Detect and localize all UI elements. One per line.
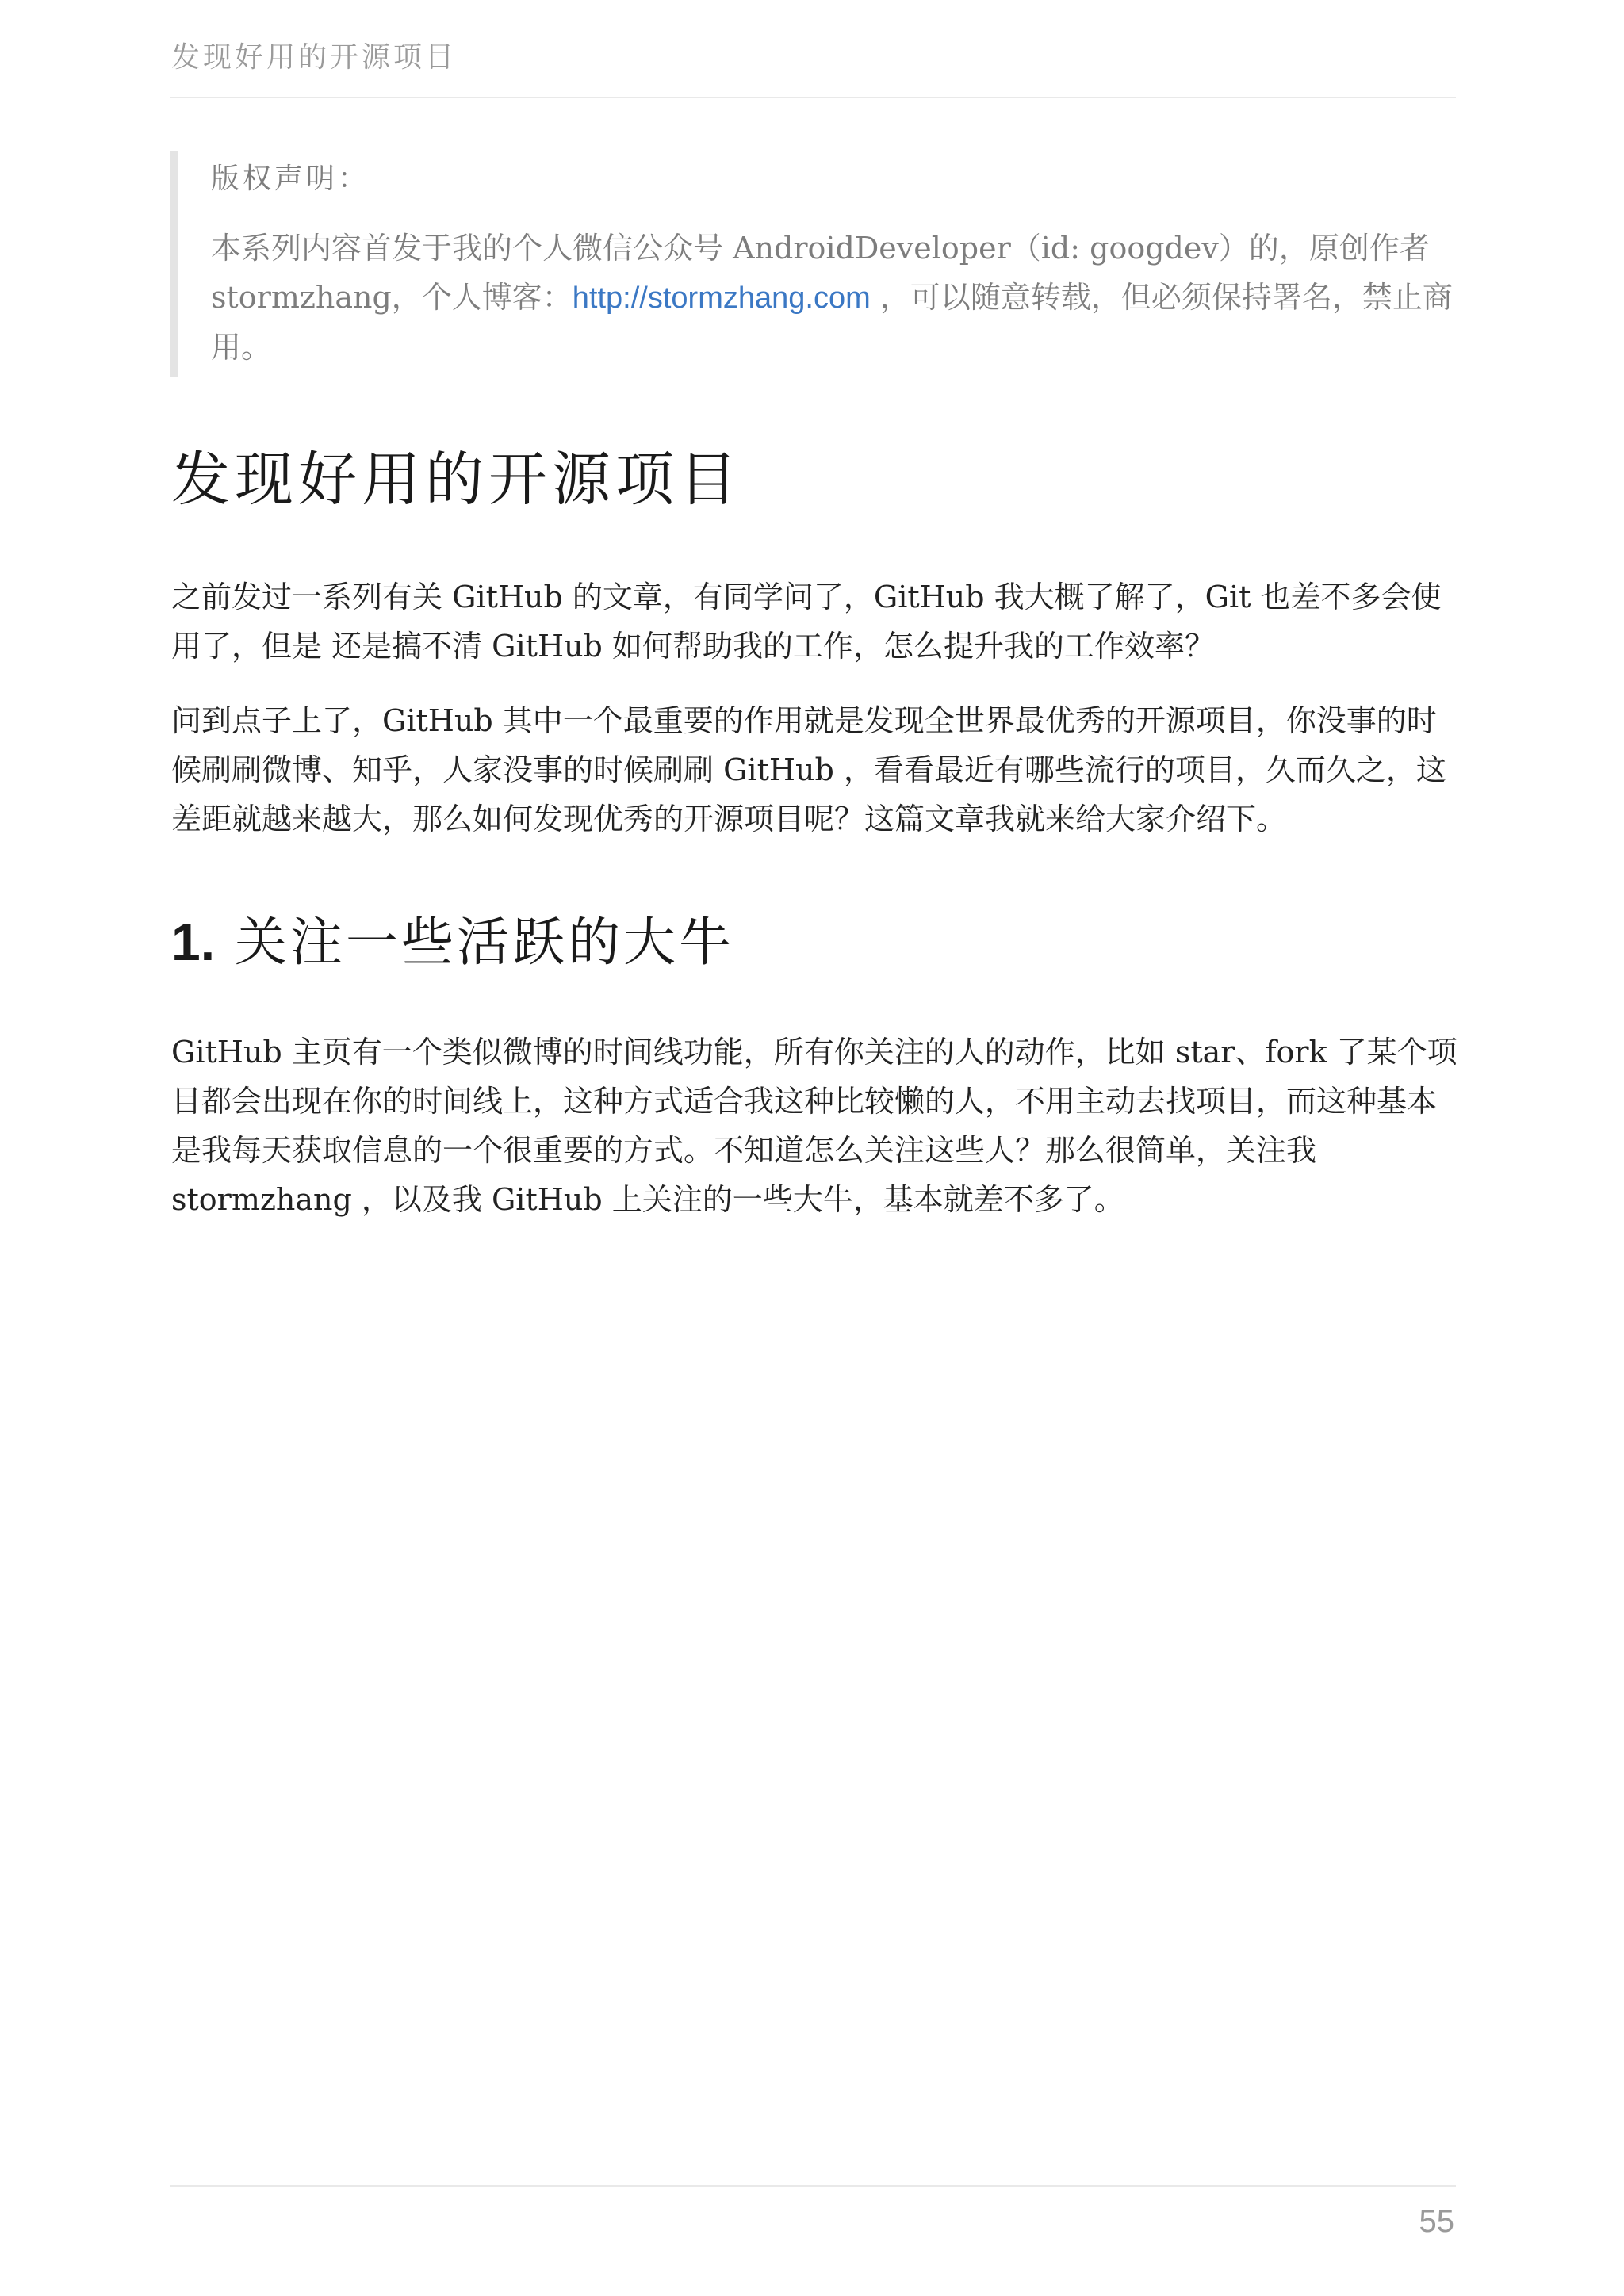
header-divider xyxy=(170,97,1456,98)
section-title: 关注一些活跃的大牛 xyxy=(235,912,735,973)
notice-text-after-link: ，可以随意转载，但必须保持署名，禁止商用。 xyxy=(211,280,1453,365)
copyright-notice xyxy=(170,151,1464,377)
blog-link[interactable]: http://stormzhang.com xyxy=(572,281,871,315)
section-heading xyxy=(171,904,734,981)
page-number: 55 xyxy=(1419,2204,1454,2239)
section-paragraph: GitHub 主页有一个类似微博的时间线功能，所有你关注的人的动作，比如 star、fork 了某个项目都会出现在你的时间线上，这种方式适合我这种比较懒的人，不用主动去找项目，而这种基本是我每天获取信息的一个很重要的方式。不知道怎么关注这些人？那么很简单，关注我 stormzhang ，以及我 GitHub 上关注的一些大牛，基本就差不多了。 xyxy=(171,1035,1457,1217)
notice-body xyxy=(211,224,1464,377)
notice-title: 版权声明： xyxy=(211,163,370,195)
intro-paragraph-2: 问到点子上了，GitHub 其中一个最重要的作用就是发现全世界最优秀的开源项目，你没事的时候刷刷微博、知乎，人家没事的时候刷刷 GitHub ，看看最近有哪些流行的项目，久而久之，这差距就越来越大，那么如何发现优秀的开源项目呢？这篇文章我就来给大家介绍下。 xyxy=(171,703,1446,836)
section-number: 1. xyxy=(171,913,216,971)
page-title: 发现好用的开源项目 xyxy=(171,446,742,514)
running-header: 发现好用的开源项目 xyxy=(171,41,458,74)
footer-divider xyxy=(170,2185,1456,2187)
intro-paragraph-1: 之前发过一系列有关 GitHub 的文章，有同学问了，GitHub 我大概了解了，Git 也差不多会使用了，但是 还是搞不清 GitHub 如何帮助我的工作，怎么提升我的工作效率？ xyxy=(171,580,1442,664)
notice-text-before-link: 本系列内容首发于我的个人微信公众号 AndroidDeveloper（id: googdev）的，原创作者 stormzhang，个人博客： xyxy=(211,231,1430,315)
